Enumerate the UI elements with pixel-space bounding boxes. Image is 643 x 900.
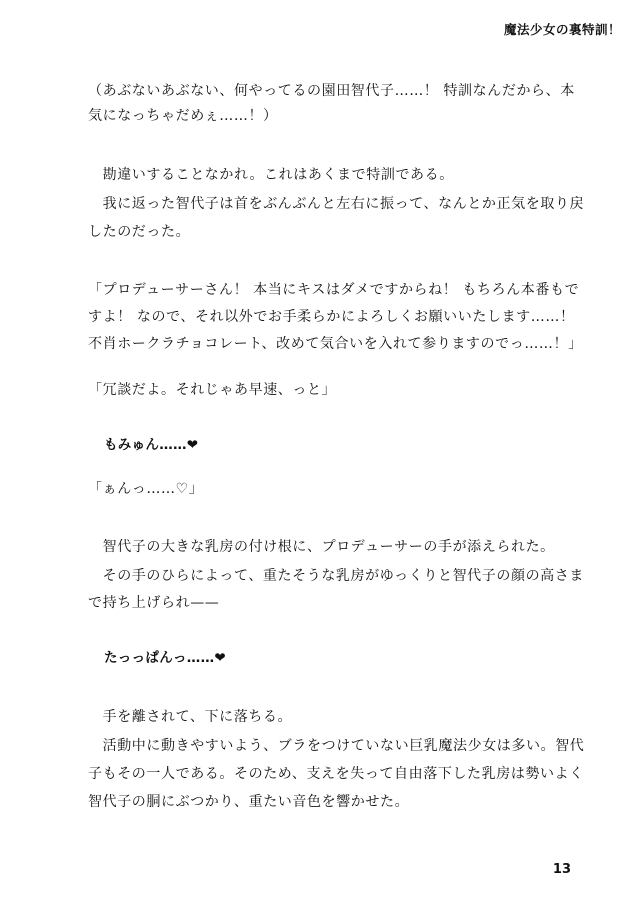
body-line: （あぶないあぶない、何やってるの園田智代子……！ 特訓なんだから、本 <box>88 83 575 99</box>
body-line: 子もその一人である。そのため、支えを失って自由落下した乳房は勢いよく <box>88 766 584 782</box>
body-line: 「ぁんっ……♡」 <box>88 481 204 497</box>
body-line: 智代子の胴にぶつかり、重たい音色を響かせた。 <box>88 794 410 810</box>
body-line: 我に返った智代子は首をぶんぶんと左右に振って、なんとか正気を取り戻 <box>88 196 585 212</box>
body-line: 「プロデューサーさん！ 本当にキスはダメですからね！ もちろん本番もで <box>88 282 580 298</box>
body-line: で持ち上げられ—— <box>88 595 220 611</box>
body-line: したのだった。 <box>88 224 191 240</box>
body-line: 気になっちゃだめぇ……！） <box>88 108 278 124</box>
body-line: 不肖ホークラチョコレート、改めて気合いを入れて参りますのでっ……！」 <box>88 336 583 352</box>
body-line: 勘違いすることなかれ。これはあくまで特訓である。 <box>88 167 454 183</box>
sound-effect-line: たっっぱんっ……❤ <box>104 650 227 666</box>
body-line: 「冗談だよ。それじゃあ早速、っと」 <box>88 382 337 398</box>
body-line: 手を離されて、下に落ちる。 <box>88 709 293 725</box>
sound-effect-line: もみゅん……❤ <box>104 437 199 453</box>
running-header-title: 魔法少女の裏特訓！ <box>503 22 621 37</box>
body-line: 智代子の大きな乳房の付け根に、プロデューサーの手が添えられた。 <box>88 539 555 555</box>
body-line: 活動中に動きやすいよう、ブラをつけていない巨乳魔法少女は多い。智代 <box>88 738 585 754</box>
body-line: すよ！ なので、それ以外でお手柔らかによろしくお願いいたします……！ <box>88 309 575 325</box>
page-number: 13 <box>552 862 571 877</box>
body-line: その手のひらによって、重たそうな乳房がゆっくりと智代子の顔の高さま <box>88 568 584 584</box>
